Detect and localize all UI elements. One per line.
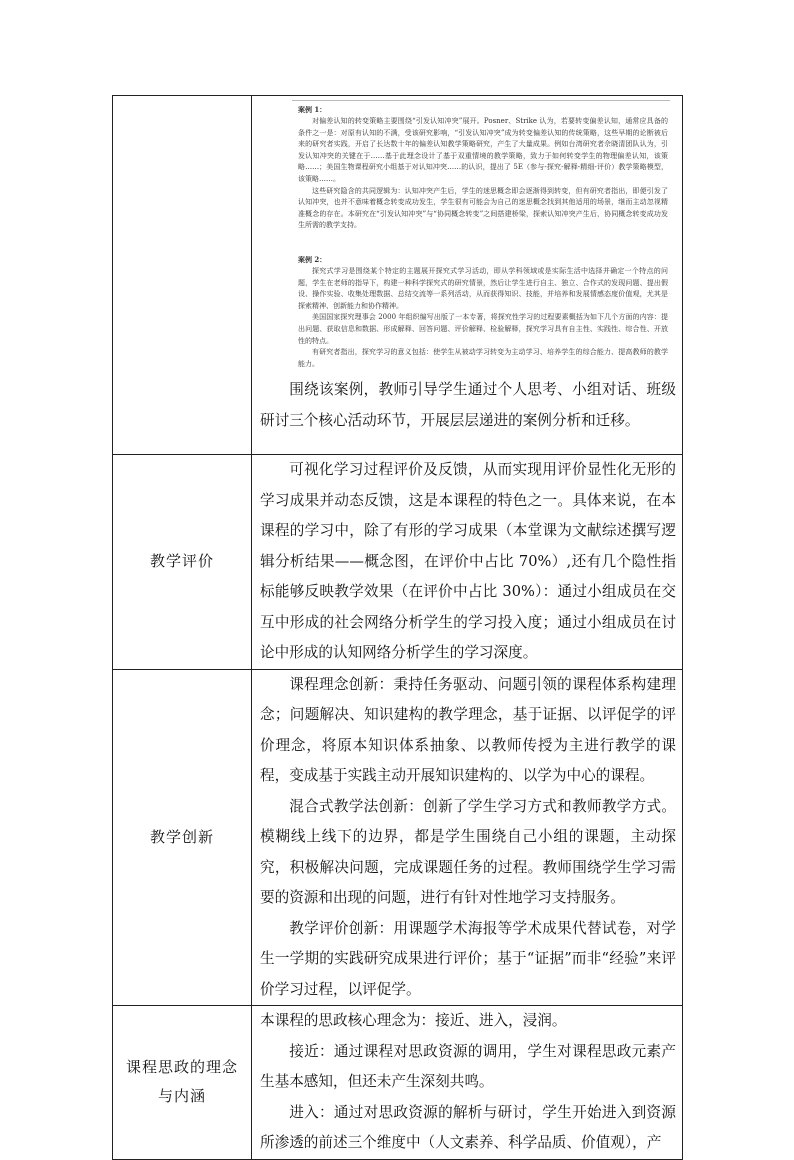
case-study-image [282, 98, 670, 373]
row-label-empty [113, 96, 252, 455]
table-row-evaluation [113, 455, 683, 670]
case-guidance-text: 围绕该案例，教师引导学生通过个人思考、小组对话、班级研讨三个核心活动环节，开展层层递进的案例分析和迁移。 [260, 381, 676, 429]
row-label-ideology-line1: 课程思政的理念 [125, 1058, 238, 1077]
table-row-cases [113, 96, 683, 455]
row-label-ideology [113, 1006, 252, 1160]
course-design-table [112, 95, 683, 1160]
case1-title: 案例 1： [298, 105, 327, 114]
innovation-method-text: 混合式教学法创新：创新了学生学习方式和教师教学方式。模糊线上线下的边界，都是学生围绕自己小组的课题，主动探究，积极解决问题，完成课题任务的过程。教师围绕学生学习需要的资源和出现的问题，进行有针对性地学习支持服务。 [260, 797, 676, 906]
case2-paragraph: 有研究者指出，探究学习的意义包括：使学生从被动学习转变为主动学习、培养学生的综合能力、提高教师的教学能力。 [298, 348, 668, 368]
innovation-content-cell [252, 669, 683, 1006]
case1-paragraph: 这些研究隐含的共同逻辑为：认知冲突产生后，学生的迷思概念即会逐渐得到转变，但有研究者指出，即便引发了认知冲突，也并不意味着概念转变成功发生，学生很有可能会为自己的迷思概念找到其他适用的场景，继而主动忽视精准概念的存在。本研究在“引发认知冲突”与“协同概念转变”之间搭建桥梁，探索认知冲突产生后，协同概念转变成功发生所需的教学支持。 [298, 186, 668, 230]
case2-title: 案例 2： [298, 254, 327, 264]
evaluation-text: 可视化学习过程评价及反馈，从而实现用评价显性化无形的学习成果并动态反馈，这是本课程的特色之一。具体来说，在本课程的学习中，除了有形的学习成果（本堂课为文献综述撰写逻辑分析结果——概念图，在评价中占比 70%）,还有几个隐性指标能够反映教学效果（在评价中占比 30%）：通过小组成员在交互中形成的社会网络分析学生的学习投入度；通过小组成员在讨论中形成的认知网络分析学生的学习深度。 [260, 461, 676, 661]
ideology-core-text: 本课程的思政核心理念为：接近、进入，浸润。 [260, 1012, 567, 1029]
innovation-concept-text: 课程理念创新：秉持任务驱动、问题引领的课程体系构建理念；问题解决、知识建构的教学理念，基于证据、以评促学的评价理念，将原本知识体系抽象、以教师传授为主进行教学的课程，变成基于实践主动开展知识建构的、以学为中心的课程。 [260, 675, 676, 784]
ideology-approach-text: 接近：通过课程对思政资源的调用，学生对课程思政元素产生基本感知，但还未产生深刻共鸣。 [260, 1042, 676, 1090]
ideology-enter-text: 进入：通过对思政资源的解析与研讨，学生开始进入到资源所渗透的前述三个维度中（人文素养、科学品质、价值观），产 [260, 1103, 676, 1151]
cases-content-cell [252, 96, 683, 455]
innovation-evaluation-text: 教学评价创新：用课题学术海报等学术成果代替试卷，对学生一学期的实践研究成果进行评价；基于“证据”而非“经验”来评价学习过程，以评促学。 [260, 919, 676, 998]
row-label-ideology-line2: 与内涵 [157, 1087, 206, 1106]
table-row-innovation [113, 669, 683, 1006]
ideology-content-cell [252, 1006, 683, 1160]
table-row-ideology [113, 1006, 683, 1160]
row-label-innovation: 教学创新 [113, 669, 252, 1006]
evaluation-content-cell [252, 455, 683, 670]
case2-paragraph: 美国国家探究理事会 2000 年组织编写出版了一本专著，将探究性学习的过程要素概括为如下几个方面的内容：提出问题、获取信息和数据、形成解释、回答问题、评价解释、检验解释，探究学习具有自主性、实践性、综合性、开放性的特点。 [298, 313, 668, 345]
row-label-evaluation: 教学评价 [113, 455, 252, 670]
case2-paragraph: 探究式学习是围绕某个特定的主题展开探究式学习活动，即从学科领域或是实际生活中选择并确定一个特点的问题，学生在老师的指导下，构建一种科学探究式的研究情景，然后让学生进行自主、独立、合作式的发现问题、提出假设、操作实验、收集处理数据、总结交流等一系列活动，从而获得知识、技能，并培养和发展情感态度价值观，尤其是探索精神、创新能力和协作精神。 [298, 266, 668, 310]
case1-paragraph: 对偏差认知的转变策略主要围绕“引发认知冲突”展开。Posner、Strike 认为，若要转变偏差认知，通常应具备的条件之一是：对原有认知的不满，受该研究影响，“引发认知冲突”成为转变偏差认知的传统策略，这些早期的论断被后来的研究者实践，开启了长达数十年的偏差认知教学策略研究，产生了大量成果。例如台湾研究者佘晓清团队认为，引发认知冲突的关键在于……基于此理念设计了基于双重情境的教学策略，致力于如何转变学生的物理偏差认知，该策略……；美国生物课程研究小组基于对认知冲突……的认识，提出了 5E（参与-探究-解释-精细-评价）教学策略模型，该策略……。 [298, 117, 668, 183]
